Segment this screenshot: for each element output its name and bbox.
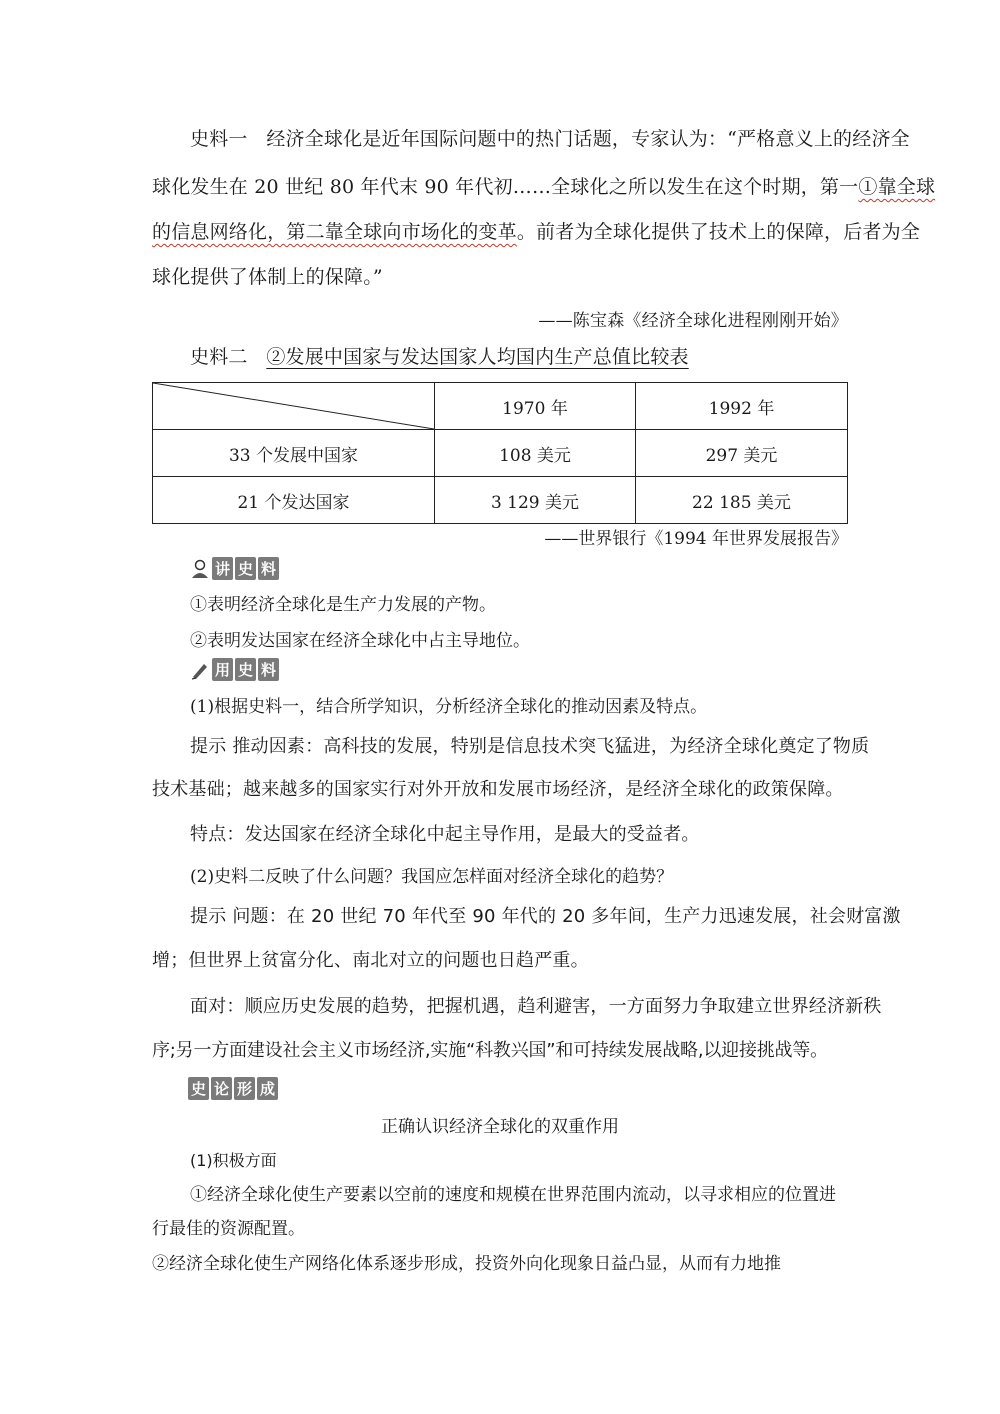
table-cell-1970: 3 129 美元: [435, 477, 636, 524]
conclusion-point-2-line1: ②经济全球化使生产网络化体系逐步形成，投资外向化现象日益凸显，从而有力地推: [152, 1254, 781, 1274]
table-header-1992: 1992 年: [636, 383, 848, 430]
table-cell-1992: 22 185 美元: [636, 477, 848, 524]
use-answer-1-line1: 提示 推动因素：高科技的发展，特别是信息技术突飞猛进，为经济全球化奠定了物质: [190, 736, 870, 757]
pen-icon: [190, 660, 210, 680]
diagonal-line: [153, 383, 434, 429]
use-question-1: (1)根据史料一，结合所学知识，分析经济全球化的推动因素及特点。: [190, 697, 708, 717]
table-cell-name: 33 个发展中国家: [153, 430, 435, 477]
use-answer-2-line2: 增；但世界上贫富分化、南北对立的问题也日趋严重。: [152, 950, 589, 971]
source2-heading: [190, 342, 689, 369]
conclusion-point-1-line2: 行最佳的资源配置。: [152, 1219, 305, 1239]
source2-label: 史料二: [190, 346, 248, 368]
conclusion-badge: 史 论 形 成: [188, 1077, 278, 1100]
source1-label: 史料一: [190, 128, 248, 150]
use-question-2: (2)史料二反映了什么问题？我国应怎样面对经济全球化的趋势？: [190, 867, 674, 887]
explain-item-2: ②表明发达国家在经济全球化中占主导地位。: [190, 631, 530, 651]
source1-paragraph-line4: 球化提供了体制上的保障。”: [152, 266, 383, 288]
source1-paragraph-line1: [190, 124, 910, 151]
source1-paragraph-line2: 球化发生在 20 世纪 80 年代末 90 年代初……全球化之所以发生在这个时期，第一①靠全球: [152, 176, 936, 198]
source2-citation: ——世界银行《1994 年世界发展报告》: [544, 529, 848, 549]
use-answer-2-line3: 面对：顺应历史发展的趋势，把握机遇，趋利避害，一方面努力争取建立世界经济新秩: [190, 996, 882, 1017]
conclusion-subheading: (1)积极方面: [190, 1151, 277, 1170]
use-answer-2-line1: 提示 问题：在 20 世纪 70 年代至 90 年代的 20 多年间，生产力迅速发展，社会财富激: [190, 906, 901, 927]
gdp-comparison-table: [152, 382, 848, 524]
source1-paragraph-line3: 的信息网络化，第二靠全球向市场化的变革。前者为全球化提供了技术上的保障，后者为全: [152, 221, 921, 243]
use-answer-2-line4: 序;另一方面建设社会主义市场经济,实施“科教兴国”和可持续发展战略,以迎接挑战等。: [152, 1040, 828, 1061]
conclusion-point-1-line1: ①经济全球化使生产要素以空前的速度和规模在世界范围内流动，以寻求相应的位置进: [190, 1185, 836, 1205]
table-cell-1970: 108 美元: [435, 430, 636, 477]
table-row: [153, 430, 848, 477]
table-header-row: [153, 383, 848, 430]
use-answer-1-line2: 技术基础；越来越多的国家实行对外开放和发展市场经济，是经济全球化的政策保障。: [152, 779, 844, 800]
explain-badge: 讲 史 料: [190, 557, 279, 580]
table-diagonal-cell: [153, 383, 435, 430]
explain-item-1: ①表明经济全球化是生产力发展的产物。: [190, 595, 496, 615]
table-header-1970: 1970 年: [435, 383, 636, 430]
annotation-mark-1: ①靠全球: [858, 176, 936, 198]
use-answer-1-line3: 特点：发达国家在经济全球化中起主导作用，是最大的受益者。: [190, 824, 700, 845]
table-cell-name: 21 个发达国家: [153, 477, 435, 524]
annotation-mark-1-cont: 的信息网络化，第二靠全球向市场化的变革: [152, 221, 517, 243]
use-badge: 用 史 料: [190, 658, 279, 681]
table-cell-1992: 297 美元: [636, 430, 848, 477]
table-row: [153, 477, 848, 524]
source1-text-line1: 经济全球化是近年国际问题中的热门话题，专家认为：“严格意义上的经济全: [266, 128, 910, 150]
conclusion-title: 正确认识经济全球化的双重作用: [381, 1117, 619, 1137]
source1-citation: ——陈宝森《经济全球化进程刚刚开始》: [538, 311, 848, 331]
source2-title: ②发展中国家与发达国家人均国内生产总值比较表: [266, 346, 689, 368]
teacher-icon: [190, 559, 210, 579]
